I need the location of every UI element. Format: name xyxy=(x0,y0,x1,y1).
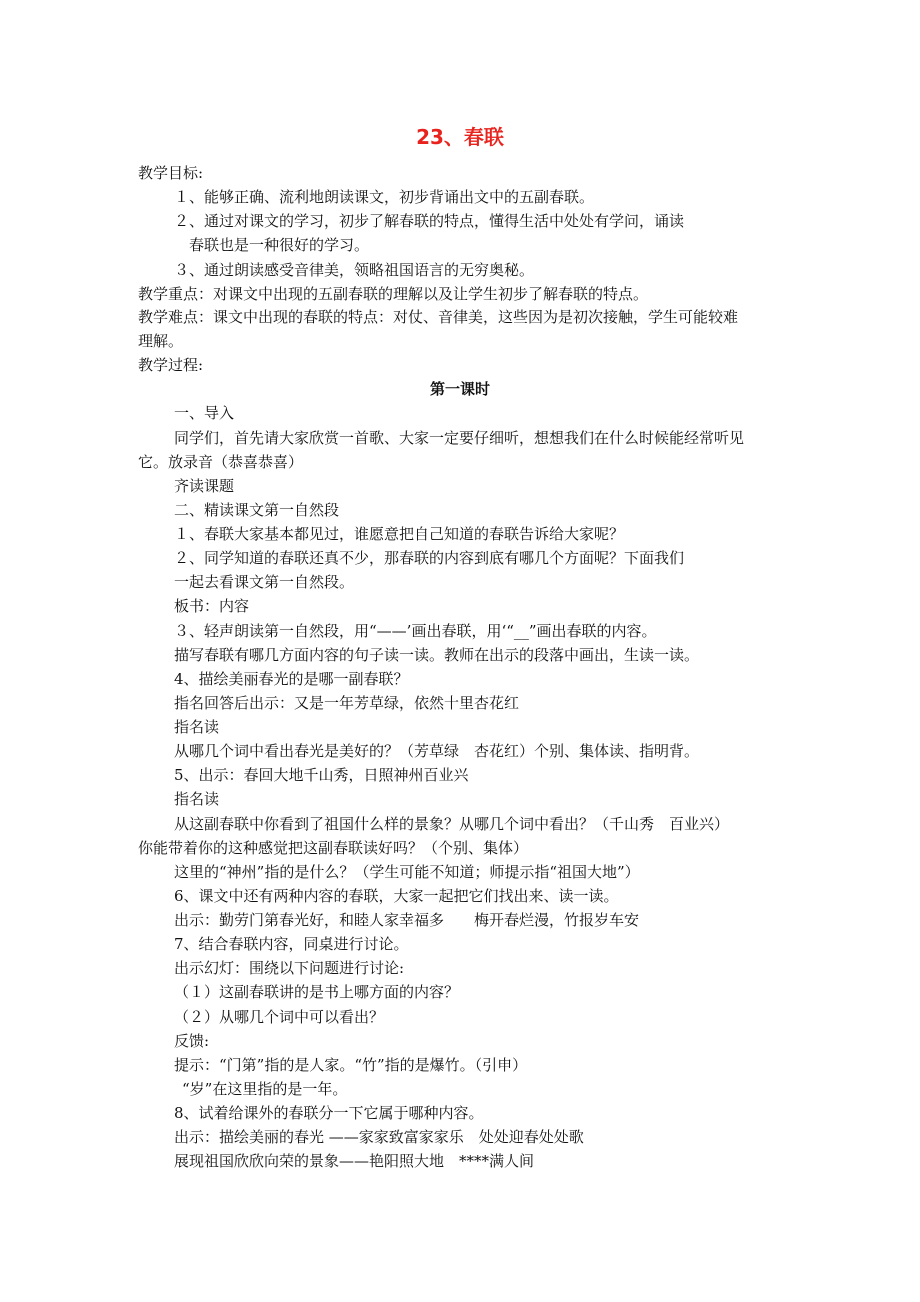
body-line: 出示幻灯：围绕以下问题进行讨论: xyxy=(174,959,405,977)
body-line: （２）从哪几个词中可以看出？ xyxy=(174,1008,385,1026)
section-title: 第一课时 xyxy=(429,380,490,398)
objective-item: ３、通过朗读感受音律美，领略祖国语言的无穷奥秘。 xyxy=(174,261,535,279)
body-line: 二、精读课文第一自然段 xyxy=(174,501,340,519)
objective-item: ２、通过对课文的学习，初步了解春联的特点，懂得生活中处处有学问，诵读 xyxy=(174,212,685,230)
body-line: 6、课文中还有两种内容的春联，大家一起把它们找出来、读一读。 xyxy=(174,887,619,905)
body-line: 展现祖国欣欣向荣的景象——艳阳照大地 ****满人间 xyxy=(174,1152,535,1170)
body-line: 5、出示：春回大地千山秀，日照神州百业兴 xyxy=(174,766,469,784)
body-line: 从哪几个词中看出春光是美好的？（芳草绿 杏花红）个别、集体读、指明背。 xyxy=(174,742,700,760)
document-title: 23、春联 xyxy=(416,125,504,149)
body-line: 从这副春联中你看到了祖国什么样的景象？从哪几个词中看出？（千山秀 百业兴） xyxy=(174,815,730,833)
body-line: 一起去看课文第一自然段。 xyxy=(174,573,355,591)
difficulties: 教学难点：课文中出现的春联的特点：对仗、音律美，这些因为是初次接触，学生可能较难 xyxy=(138,308,739,326)
body-line: 7、结合春联内容，同桌进行讨论。 xyxy=(174,935,409,953)
body-line: 你能带着你的这种感觉把这副春联读好吗？（个别、集体） xyxy=(138,839,529,857)
body-line: ２、同学知道的春联还真不少，那春联的内容到底有哪几个方面呢？下面我们 xyxy=(174,549,685,567)
body-line: 板书：内容 xyxy=(174,597,250,615)
difficulties-continuation: 理解。 xyxy=(138,332,184,350)
body-line: 8、试着给课外的春联分一下它属于哪种内容。 xyxy=(174,1104,484,1122)
body-line: “岁”在这里指的是一年。 xyxy=(182,1080,348,1098)
body-line: 一、导入 xyxy=(174,404,235,422)
body-line: 提示：“门第”指的是人家。“竹”指的是爆竹。（引申） xyxy=(174,1056,528,1074)
body-line: （１）这副春联讲的是书上哪方面的内容？ xyxy=(174,983,460,1001)
body-line: 出示：勤劳门第春光好，和睦人家幸福多 梅开春烂漫，竹报岁车安 xyxy=(174,911,640,929)
body-line: 描写春联有哪几方面内容的句子读一读。教师在出示的段落中画出，生读一读。 xyxy=(174,646,700,664)
body-line: 这里的“神州”指的是什么？（学生可能不知道；师提示指“祖国大地”） xyxy=(174,863,640,881)
body-line: １、春联大家基本都见过，谁愿意把自己知道的春联告诉给大家呢？ xyxy=(174,525,625,543)
body-line: 齐读课题 xyxy=(174,477,235,495)
body-line: 指名读 xyxy=(174,718,220,736)
body-line: 反馈: xyxy=(174,1032,210,1050)
body-line: 出示：描绘美丽的春光 ——家家致富家家乐 处处迎春处处歌 xyxy=(174,1128,584,1146)
body-line: 同学们，首先请大家欣赏一首歌、大家一定要仔细听，想想我们在什么时候能经常听见 xyxy=(174,429,745,447)
objective-item-continuation: 春联也是一种很好的学习。 xyxy=(189,236,370,254)
body-line: ３、轻声朗读第一自然段，用“——’画出春联，用‘“__”画出春联的内容。 xyxy=(174,622,657,640)
body-line: 指名回答后出示：又是一年芳草绿，依然十里杏花红 xyxy=(174,694,520,712)
key-points: 教学重点：对课文中出现的五副春联的理解以及让学生初步了解春联的特点。 xyxy=(138,285,649,303)
objectives-label: 教学目标: xyxy=(138,164,204,182)
process-label: 教学过程: xyxy=(138,356,204,374)
body-line: 它。放录音（恭喜恭喜） xyxy=(138,453,304,471)
body-line: 4、描绘美丽春光的是哪一副春联？ xyxy=(174,670,409,688)
body-line: 指名读 xyxy=(174,790,220,808)
objective-item: １、能够正确、流利地朗读课文，初步背诵出文中的五副春联。 xyxy=(174,188,595,206)
